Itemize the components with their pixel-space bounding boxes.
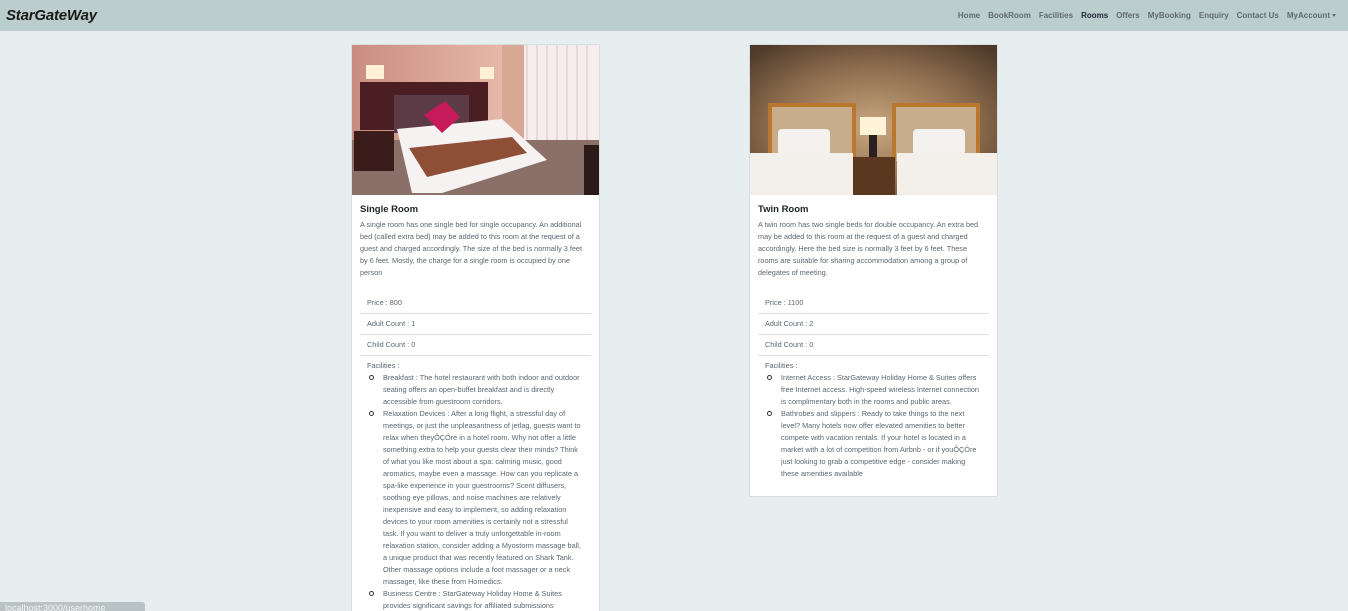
- brand-logo[interactable]: StarGateWay: [6, 7, 97, 24]
- caret-down-icon: [1332, 14, 1336, 17]
- nav-links: [954, 11, 1340, 20]
- facilities-label: Facilities :: [765, 361, 798, 370]
- room-adult-count: Adult Count : 1: [360, 314, 591, 335]
- browser-status-bar: localhost:3000/userhome: [0, 602, 145, 611]
- bullet-icon: [369, 375, 374, 380]
- room-title: Twin Room: [758, 204, 809, 215]
- room-details-list: [360, 293, 591, 611]
- facility-item: [383, 588, 584, 611]
- card-body: [352, 195, 599, 285]
- nav-bookroom[interactable]: BookRoom: [988, 11, 1031, 20]
- facility-text: Breakfast : The hotel restaurant with both indoor and outdoor seating offers an open-buffet breakfast and is directly accessible from guestroom corridors.: [383, 373, 580, 406]
- facility-item: [383, 408, 584, 588]
- nav-mybooking[interactable]: MyBooking: [1147, 11, 1191, 20]
- twin-room-image: [750, 45, 997, 195]
- room-price: Price : 800: [360, 293, 591, 314]
- nav-contact-us[interactable]: Contact Us: [1236, 11, 1279, 20]
- nav-myaccount-label: MyAccount: [1286, 11, 1330, 20]
- room-details-list: [758, 293, 989, 486]
- bullet-icon: [767, 375, 772, 380]
- nav-rooms[interactable]: Rooms: [1081, 11, 1109, 20]
- twin-room-photo: [750, 45, 997, 195]
- bullet-icon: [767, 411, 772, 416]
- facilities-list: [765, 372, 982, 480]
- single-room-photo: [352, 45, 599, 195]
- single-room-image: [352, 45, 599, 195]
- facilities-label: Facilities :: [367, 361, 400, 370]
- bullet-icon: [369, 591, 374, 596]
- nav-myaccount-dropdown[interactable]: [1283, 11, 1340, 20]
- room-description: A twin room has two single beds for double occupancy. An extra bed may be added to this room at the request of a guest and charged accordingly. Here the bed size is normally 3 feet by 6 feet. These rooms are suitable for sharing accommodation among a group of delegates of meeting.: [758, 220, 979, 277]
- navbar: [0, 0, 1348, 31]
- room-adult-count: Adult Count : 2: [758, 314, 989, 335]
- facility-text: Relaxation Devices : After a long flight, a stressful day of meetings, or just the unpleasantness of jetlag, guests want to relax when theyÔÇÖre in a hotel room. Why not offer a little something extra to help your guests clear their minds? Think of what you like most about a spa: calming music, good aromatics, maybe even a massage. How can you replicate a spa-like experience in your guestrooms? Scent diffusers, soothing eye pillows, and noise machines are relatively inexpensive and easy to implement, so adding relaxation devices to your room amenities is certainly not a stressful task. If you want to deliver a truly unforgettable in-room relaxation station, consider adding a Myostorm massage ball, a unique product that was recently featured on Shark Tank. Other massage options include a foot massager or a neck massager, like these from Homedics.: [383, 409, 581, 586]
- facility-item: [383, 372, 584, 408]
- facility-text: Bathrobes and slippers : Ready to take things to the next level? Many hotels now offer elevated amenities to better compete with vacation rentals. If your hotel is located in a market with a lot of competition from Airbnb - or if youÔÇÖre just looking to grab a competitive edge - consider making these amenities available: [781, 409, 977, 478]
- nav-home[interactable]: Home: [957, 11, 981, 20]
- room-title: Single Room: [360, 204, 419, 215]
- room-child-count: Child Count : 0: [360, 335, 591, 356]
- room-child-count: Child Count : 0: [758, 335, 989, 356]
- room-facilities: [360, 356, 591, 611]
- card-body: [750, 195, 997, 285]
- nav-offers[interactable]: Offers: [1116, 11, 1140, 20]
- room-description: A single room has one single bed for single occupancy. An additional bed (called extra bed) may be added to this room at the request of a guest and charged accordingly. The size of the bed is normally 3 feet by 6 feet. Mostly, the charge for a single room is occupied by one person: [360, 220, 583, 277]
- nav-enquiry[interactable]: Enquiry: [1198, 11, 1229, 20]
- room-card-twin: [749, 44, 998, 497]
- nav-facilities[interactable]: Facilities: [1038, 11, 1074, 20]
- facilities-list: [367, 372, 584, 611]
- facility-text: Internet Access : StarGateway Holiday Home & Suites offers free Internet access. High-speed wireless Internet connection is complimentary both in the rooms and public areas.: [781, 373, 979, 406]
- facility-item: [781, 372, 982, 408]
- facility-text: Business Centre : StarGateway Holiday Home & Suites provides significant savings for affiliated submissions: [383, 589, 562, 610]
- room-price: Price : 1100: [758, 293, 989, 314]
- bullet-icon: [369, 411, 374, 416]
- room-facilities: [758, 356, 989, 486]
- room-card-single: [351, 44, 600, 611]
- facility-item: [781, 408, 982, 480]
